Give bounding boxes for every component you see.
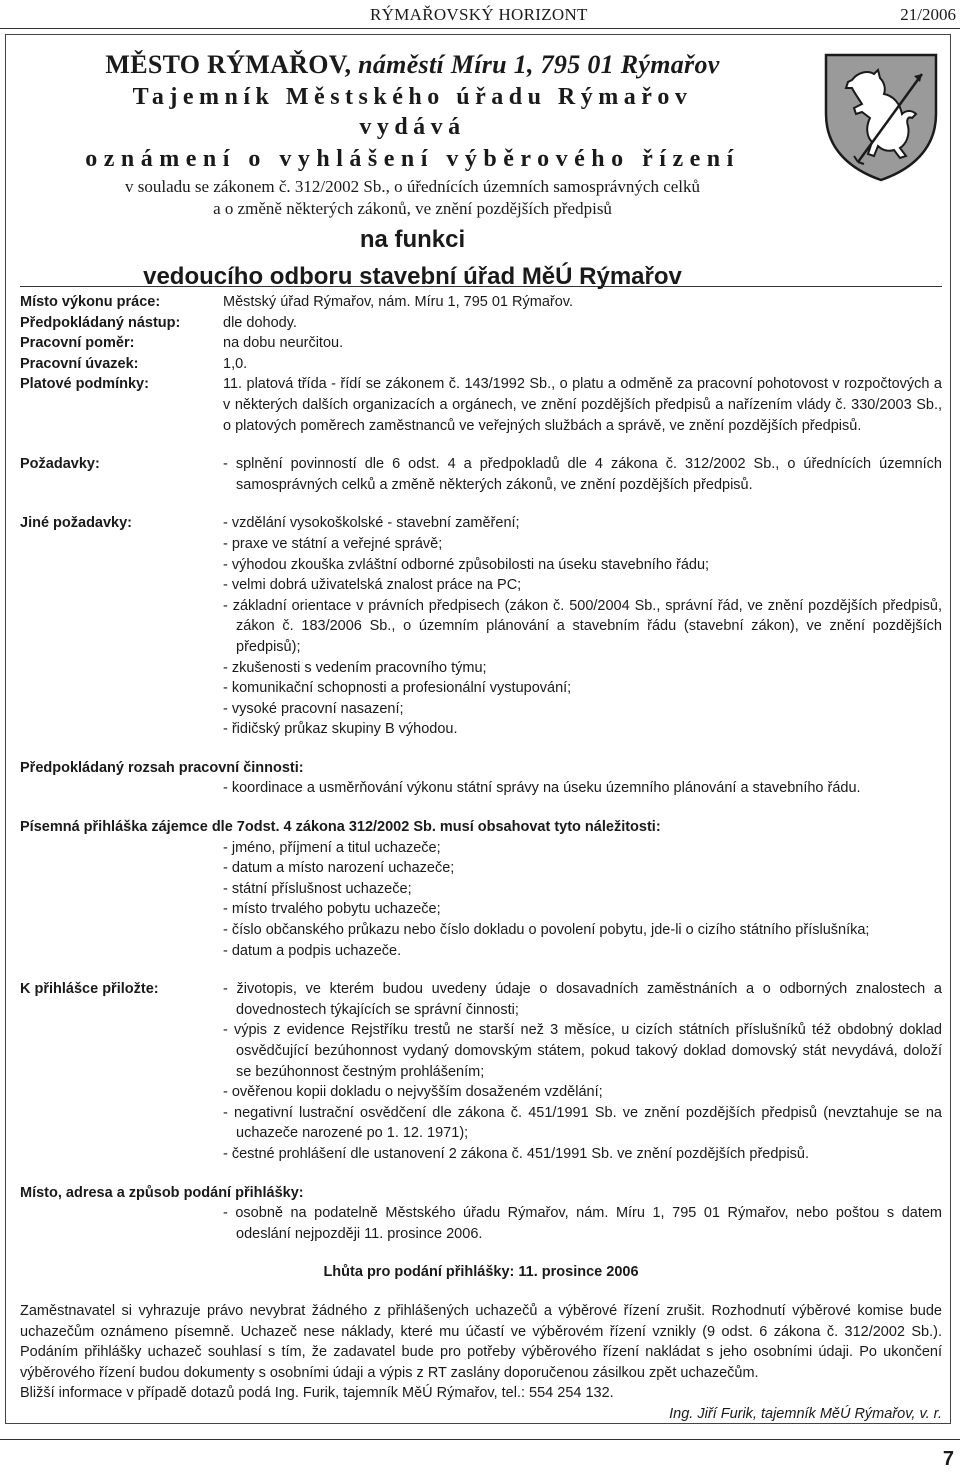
list-item: - ověřenou kopii dokladu o nejvyšším dosaženém vzdělání; (223, 1084, 603, 1101)
page-header (0, 0, 960, 30)
info-row (20, 313, 942, 334)
info-row (20, 292, 942, 313)
scope-label: Předpokládaný rozsah pracovní činnosti: (20, 759, 304, 776)
notice-body (20, 292, 942, 1425)
info-value: na dobu neurčitou. (223, 335, 344, 352)
city-crest-icon (822, 52, 940, 182)
contact-info: Bližší informace v případě dotazů podá Ing. Furik, tajemník MěÚ Rýmařov, tel.: 554 254 132. (20, 1385, 614, 1402)
submission-section (20, 1183, 942, 1245)
submission-label: Místo, adresa a způsob podání přihlášky: (20, 1184, 304, 1201)
title-line-1 (5, 48, 820, 82)
info-value: 1,0. (223, 355, 248, 372)
list-item: - státní příslušnost uchazeče; (223, 880, 412, 897)
title-line-8: vedoucího odboru stavební úřad MěÚ Rýmařov (143, 263, 682, 290)
title-line-7: na funkci (359, 226, 466, 253)
closing-text (20, 1301, 942, 1404)
list-item: - základní orientace v právních předpisech (zákon č. 500/2004 Sb., správní řád, ve znění pozdějších předpisů, zákon č. 183/2006 Sb., o územním plánování a stavebním řádu (stavební zákon), ve znění pozdějších předpisů); (223, 597, 942, 655)
list-item: - místo trvalého pobytu uchazeče; (223, 901, 441, 918)
list-item: - praxe ve státní a veřejné správě; (223, 535, 443, 552)
list-item: - řidičský průkaz skupiny B výhodou. (223, 721, 458, 738)
list-item: - životopis, ve kterém budou uvedeny údaje o dosavadních zaměstnáních a o odborných znalostech a dovednostech týkajících se správní činnosti; (223, 981, 942, 1018)
list-item: - komunikační schopnosti a profesionální vystupování; (223, 680, 572, 697)
list-item: - zkušenosti s vedením pracovního týmu; (223, 659, 487, 676)
list-item: - výhodou zkouška zvláštní odborné způsobilosti na úseku stavebního řádu; (223, 556, 710, 573)
title-line-2: Tajemník Městského úřadu Rýmařov (132, 84, 693, 110)
info-label: Předpokládaný nástup: (20, 314, 181, 331)
list-item: - splnění povinností dle 6 odst. 4 a předpokladů dle 4 zákona č. 312/2002 Sb., o úřednících územních samosprávných celků a změně některých zákonů, ve znění pozdějších předpisů. (223, 456, 942, 493)
application-section (20, 817, 942, 961)
info-row (20, 333, 942, 354)
list-item: - negativní lustrační osvědčení dle zákona č. 451/1991 Sb. ve znění pozdějších předpisů (nevztahuje se na uchazeče narozené po 1. 12. 1971); (223, 1104, 942, 1142)
list-item: - velmi dobrá uživatelská znalost práce na PC; (223, 577, 522, 594)
info-row (20, 374, 942, 436)
info-label: Místo výkonu práce: (20, 294, 161, 310)
list-item: - výpis z evidence Rejstříku trestů ne starší než 3 měsíce, u cizích státních příslušníků též obdobný doklad osvědčující bezúhonnost vydaný domovským státem, pokud takový doklad domovský stát nevydává, doloží se bezúhonnost čestným prohlášením; (223, 1022, 942, 1080)
info-value: 11. platová třída - řídí se zákonem č. 143/1992 Sb., o platu a odměně za pracovní pohotovost v rozpočtových a v některých dalších organizacích a orgánech, ve znění pozdějších předpisů a nařízením vlády č. 330/2003 Sb., o platových poměrech zaměstnanců ve veřejných službách a správě, ve znění pozdějších předpisů. (223, 376, 942, 434)
city-name: MĚSTO RÝMAŘOV, (105, 50, 352, 79)
list-item: - koordinace a usměrňování výkonu státní správy na úseku územního plánování a stavebního řádu. (223, 780, 861, 797)
info-label: Pracovní úvazek: (20, 355, 139, 372)
header-rule (0, 28, 960, 29)
other-requirements-section (20, 513, 942, 740)
title-line-5: v souladu se zákonem č. 312/2002 Sb., o úřednících územních samosprávných celků (124, 177, 701, 196)
application-label: Písemná přihláška zájemce dle 7odst. 4 zákona 312/2002 Sb. musí obsahovat tyto náležitosti: (20, 819, 661, 836)
page-number: 7 (942, 1448, 954, 1470)
title-line-6: a o změně některých zákonů, ve znění pozdějších předpisů (213, 199, 612, 218)
attachments-section (20, 979, 942, 1164)
scope-section (20, 758, 942, 799)
list-item: - datum a podpis uchazeče. (223, 942, 402, 959)
list-item: - vzdělání vysokoškolské - stavební zaměření; (223, 515, 520, 532)
issue-number: 21/2006 (900, 5, 956, 24)
list-item: - datum a místo narození uchazeče; (223, 860, 455, 877)
list-item: - číslo občanského průkazu nebo číslo dokladu o povolení pobytu, jde-li o cizího státního příslušníka; (223, 922, 870, 939)
info-label: Platové podmínky: (20, 376, 149, 393)
deadline: Lhůta pro podání přihlášky: 11. prosince 2006 (323, 1264, 639, 1281)
title-line-4: oznámení o vyhlášení výběrového řízení (85, 146, 740, 172)
list-item: - jméno, příjmení a titul uchazeče; (223, 839, 441, 856)
list-item: - čestné prohlášení dle ustanovení 2 zákona č. 451/1991 Sb. ve znění pozdějších předpisů. (223, 1145, 810, 1162)
list-item: - vysoké pracovní nasazení; (223, 700, 404, 717)
info-label: Pracovní poměr: (20, 335, 135, 352)
list-item: - osobně na podatelně Městského úřadu Rýmařov, nám. Míru 1, 795 01 Rýmařov, nebo poštou s datem odeslání nejpozději 11. prosince 2006. (223, 1205, 942, 1242)
title-line-3: vydává (359, 114, 466, 140)
footer-rule (0, 1439, 960, 1440)
title-separator (20, 286, 942, 287)
info-value: Městský úřad Rýmařov, nám. Míru 1, 795 01 Rýmařov. (223, 294, 573, 310)
info-row (20, 354, 942, 375)
notice-title (5, 48, 820, 294)
signature: Ing. Jiří Furik, tajemník MěÚ Rýmařov, v. r. (669, 1405, 942, 1422)
closing-paragraph: Zaměstnavatel si vyhrazuje právo nevybrat žádného z přihlášených uchazečů a výběrové řízení zrušit. Rozhodnutí výběrové komise bude uchazečům oznámeno písemně. Uchazeč nese náklady, které mu účastí ve výběrovém řízení vznikly (9 odst. 6 zákona č. 312/2002 Sb.). Podáním přihlášky uchazeč souhlasí s tím, že zadavatel bude pro potřeby výběrového řízení nakládat s jeho osobními údaji. Po ukončení výběrového řízení budou dokumenty s osobními údaji a výpis z RT zaslány doporučenou zásilkou zpět uchazečům. (20, 1302, 942, 1381)
city-address: náměstí Míru 1, 795 01 Rýmařov (358, 50, 720, 79)
other-requirements-label: Jiné požadavky: (20, 515, 133, 532)
requirements-section (20, 454, 942, 495)
requirements-label: Požadavky: (20, 456, 100, 473)
attachments-label: K přihlášce přiložte: (20, 981, 159, 998)
info-value: dle dohody. (223, 314, 297, 331)
publication-name: RÝMAŘOVSKÝ HORIZONT (370, 5, 588, 24)
